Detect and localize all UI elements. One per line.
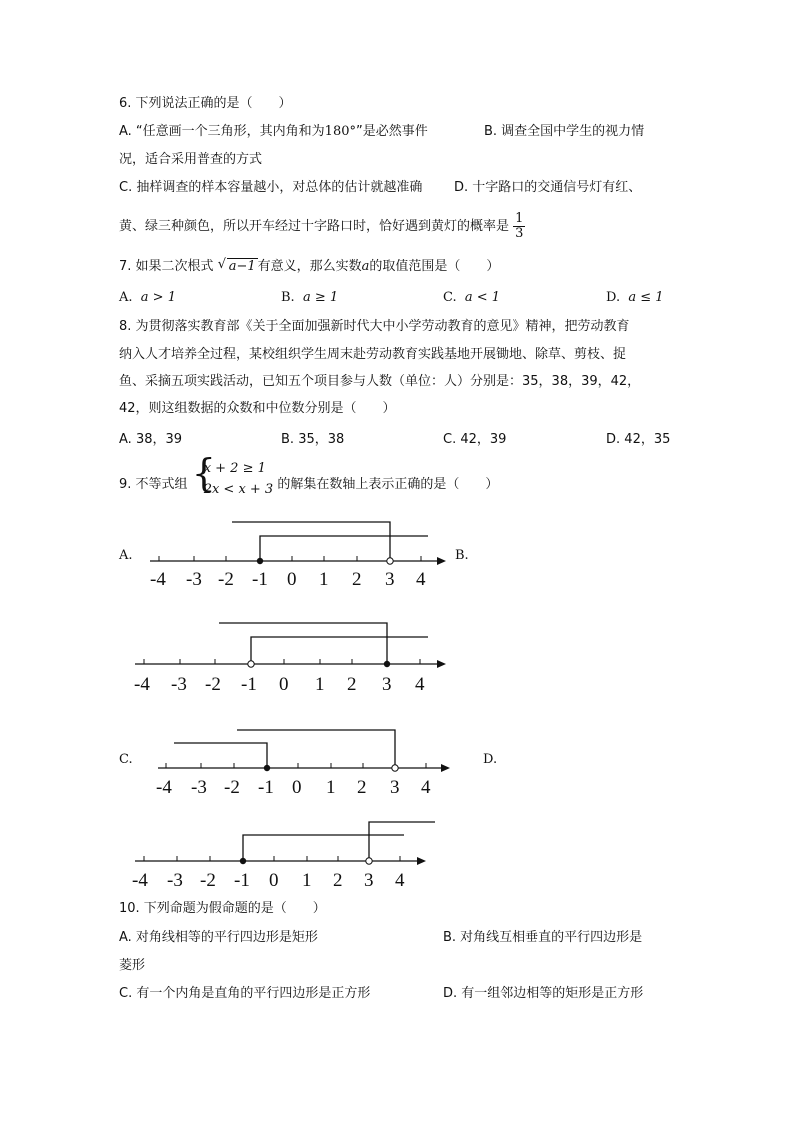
fraction-numerator: 1 [515, 211, 524, 226]
q8-stem-line-3: 鱼、采摘五项实践活动，已知五个项目参与人数（单位：人）分别是：35，38，39，42， [119, 374, 641, 389]
q8-option-a-text: 38，39 [135, 432, 183, 447]
q8-option-b-text: 35，38 [298, 432, 345, 447]
tick-label: -3 [167, 870, 183, 891]
tick-label: 1 [319, 569, 329, 590]
tick-label: 4 [416, 569, 426, 590]
tick-label: -3 [191, 777, 207, 798]
tick-label: 2 [347, 674, 357, 695]
q8-stem-line-1: 8. 为贯彻落实教育部《关于全面加强新时代大中小学劳动教育的意见》精神，把劳动教育 [119, 319, 630, 334]
tick-label: -4 [150, 569, 166, 590]
q10-option-c: C. 有一个内角是直角的平行四边形是正方形 [119, 986, 371, 1001]
tick-label: 3 [364, 870, 374, 891]
tick-label: 2 [352, 569, 362, 590]
q7-option-a-label: A. [119, 290, 133, 305]
q9-label-d: D. [483, 752, 498, 767]
q10-option-a: A. 对角线相等的平行四边形是矩形 [119, 930, 318, 945]
q10-stem: 10. 下列命题为假命题的是（ ） [119, 901, 326, 916]
tick-label: -1 [241, 674, 257, 695]
q9-label-a: A. [119, 548, 133, 563]
tick-label: -3 [186, 569, 202, 590]
q7-option-a-expr: a > 1 [140, 290, 176, 305]
q7-option-d-label: D. [606, 290, 621, 305]
tick-label: 4 [415, 674, 425, 695]
tick-label: 0 [269, 870, 279, 891]
fraction-denominator: 3 [515, 226, 524, 241]
q10-option-d: D. 有一组邻边相等的矩形是正方形 [443, 986, 644, 1001]
q9-stem-post: 的解集在数轴上表示正确的是（ ） [277, 477, 499, 492]
tick-label: 1 [302, 870, 312, 891]
inequality-1: x + 2 ≥ 1 [203, 461, 266, 476]
tick-label: -4 [132, 870, 148, 891]
q8-option-d-text: 42，35 [624, 432, 671, 447]
q8-stem-line-4: 42，则这组数据的众数和中位数分别是（ ） [119, 401, 396, 416]
tick-label: -3 [171, 674, 187, 695]
q10-option-b: B. 对角线互相垂直的平行四边形是 [443, 930, 643, 945]
q8-stem-line-2: 纳入人才培养全过程，某校组织学生周末赴劳动教育实践基地开展锄地、除草、剪枝、捉 [119, 347, 627, 362]
tick-label: -2 [205, 674, 221, 695]
inequality-2: 2x < x + 3 [203, 482, 274, 497]
tick-label: -1 [252, 569, 268, 590]
q9-label-b: B. [455, 548, 469, 563]
tick-label: -1 [234, 870, 250, 891]
tick-label: -2 [218, 569, 234, 590]
tick-label: 2 [333, 870, 343, 891]
tick-label: 4 [395, 870, 405, 891]
q7-option-c-expr: a < 1 [464, 290, 501, 305]
tick-label: 0 [279, 674, 289, 695]
tick-label: 1 [326, 777, 336, 798]
q8-option-a-label: A. [119, 432, 132, 447]
tick-label: -4 [134, 674, 150, 695]
tick-label: -2 [224, 777, 240, 798]
tick-label: 3 [385, 569, 395, 590]
arrow-icon [417, 857, 426, 865]
solution-ray [243, 835, 404, 861]
q7-option-d-expr: a ≤ 1 [628, 290, 664, 305]
q6-option-a-number: 180° [324, 124, 356, 139]
closed-endpoint [240, 858, 246, 864]
q7-stem-pre: 7. 如果二次根式 [119, 259, 214, 274]
solution-ray [369, 822, 435, 861]
q7-stem-mid: 有意义，那么实数 [257, 259, 362, 274]
tick-label: 2 [357, 777, 367, 798]
q6-option-a-end: ”是必然事件 [356, 124, 428, 139]
q8-option-c-text: 42，39 [460, 432, 507, 447]
q7-option-b-label: B. [281, 290, 295, 305]
tick-label: 3 [382, 674, 392, 695]
tick-label: 0 [287, 569, 297, 590]
q8-option-d-label: D. [606, 432, 621, 447]
q8-option-c-label: C. [443, 432, 457, 447]
q7-variable: a [361, 259, 370, 274]
q6-option-a-text: A. “任意画一个三角形，其内角和为 [119, 124, 325, 139]
radicand: a−1 [228, 259, 256, 274]
q7-option-b-expr: a ≥ 1 [302, 290, 339, 305]
q8-option-b-label: B. [281, 432, 295, 447]
tick-label: 0 [292, 777, 302, 798]
tick-label: 3 [390, 777, 400, 798]
q6-stem: 6. 下列说法正确的是（ ） [119, 96, 292, 111]
q9-stem-pre: 9. 不等式组 [119, 477, 188, 492]
open-endpoint [366, 858, 372, 864]
q7-stem-post: 的取值范围是（ ） [369, 259, 500, 274]
tick-group [144, 856, 400, 861]
q6-option-c: C. 抽样调查的样本容量越小，对总体的估计就越准确 [119, 180, 423, 195]
q7-option-c-label: C. [443, 290, 457, 305]
q9-label-c: C. [119, 752, 133, 767]
tick-label: 1 [315, 674, 325, 695]
q6-option-d: D. 十字路口的交通信号灯有红、 [454, 180, 642, 195]
q6-option-d-text: 黄、绿三种颜色，所以开车经过十字路口时，恰好遇到黄灯的概率是 [119, 219, 510, 234]
tick-label: -2 [200, 870, 216, 891]
q10-option-b-continued: 菱形 [119, 958, 146, 973]
tick-label: 4 [421, 777, 431, 798]
q6-option-b: B. 调查全国中学生的视力情 [484, 124, 645, 139]
brace-icon: { [191, 451, 216, 495]
radical-sign-icon: √ [217, 257, 226, 272]
tick-label: -1 [258, 777, 274, 798]
tick-label: -4 [156, 777, 172, 798]
q6-option-b-continued: 况，适合采用普查的方式 [119, 152, 263, 167]
